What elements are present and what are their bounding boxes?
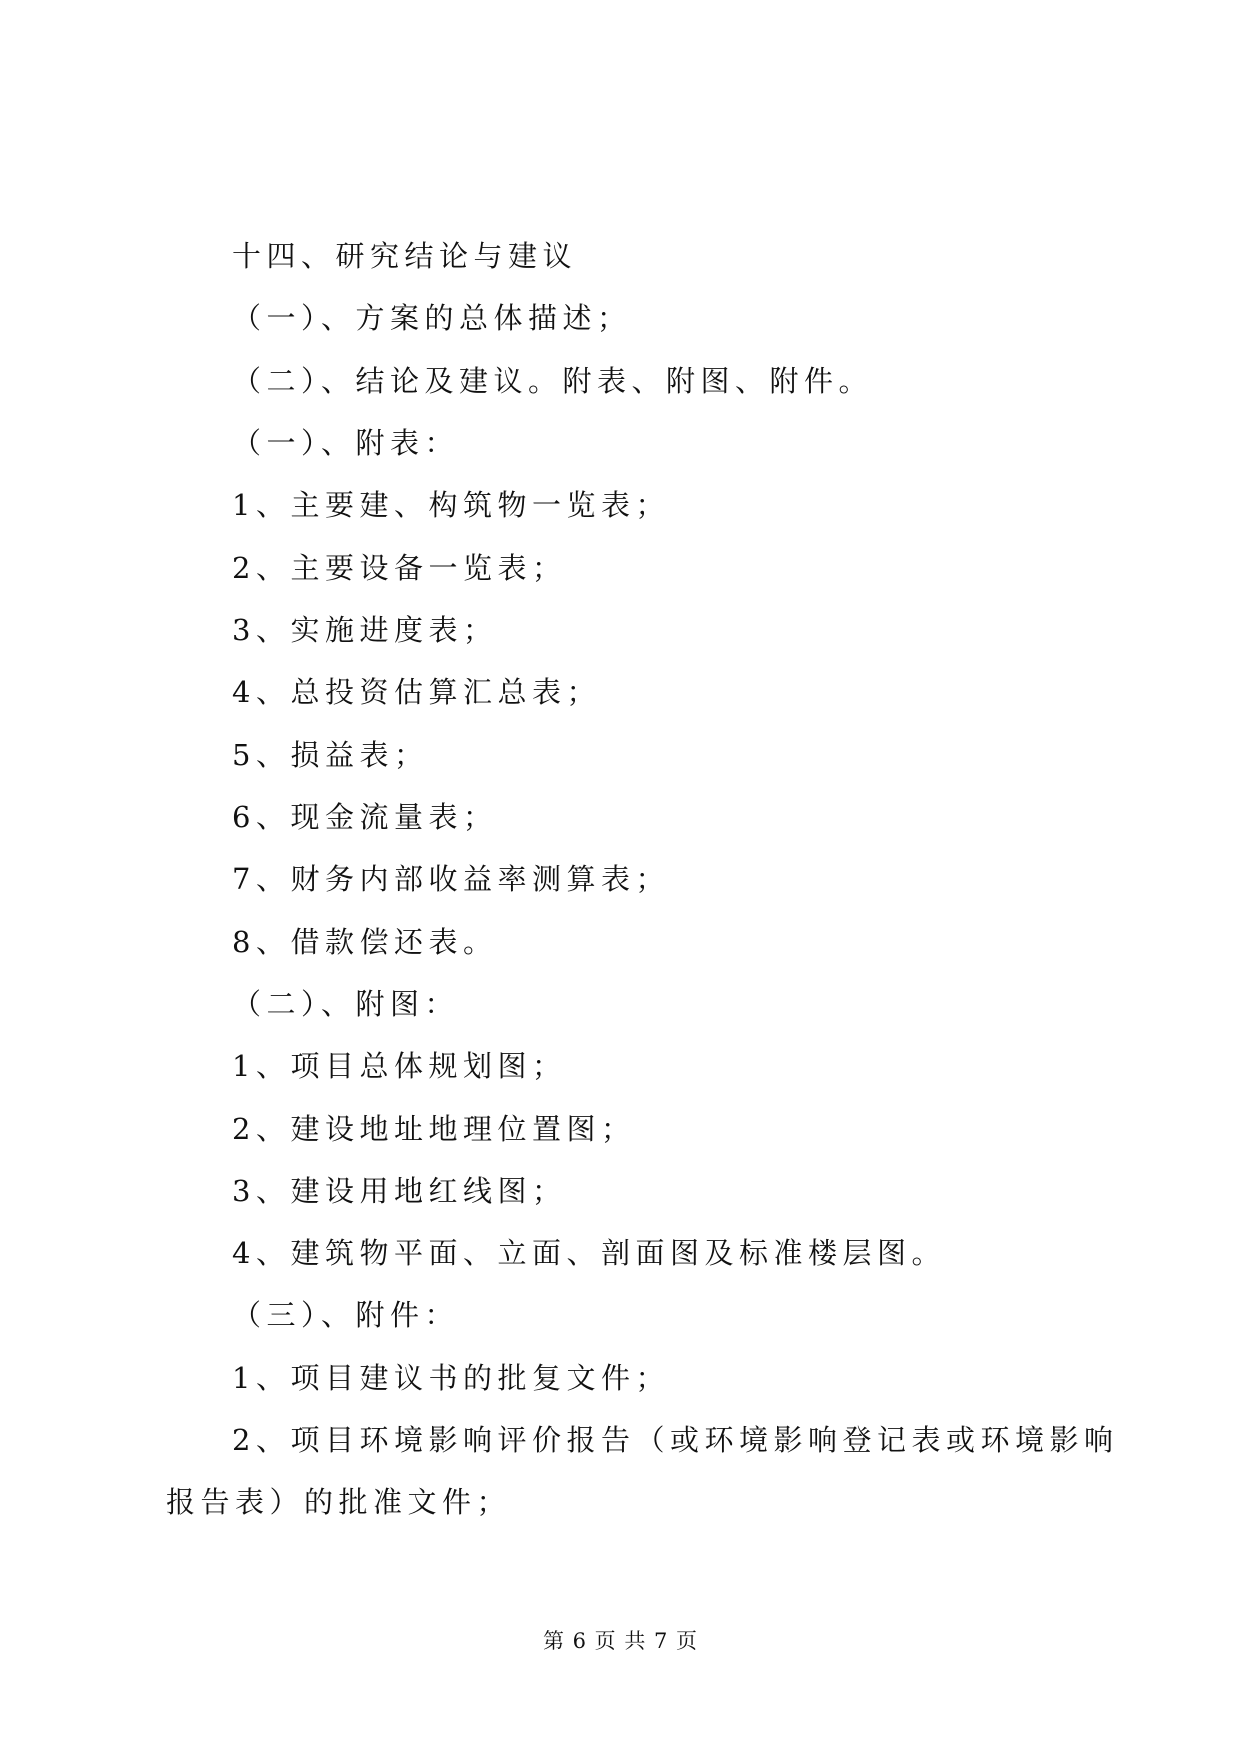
list-item: 1、项目总体规划图；	[232, 1049, 567, 1083]
subsection-heading-attached-tables: （一）、附表：	[232, 426, 460, 460]
list-item: 2、项目环境影响评价报告（或环境影响登记表或环境影响	[232, 1423, 1119, 1457]
list-item: 8、借款偿还表。	[232, 925, 498, 959]
subsection-item: （一）、方案的总体描述；	[232, 301, 632, 335]
list-item: 2、主要设备一览表；	[232, 551, 567, 585]
list-item: 4、建筑物平面、立面、剖面图及标准楼层图。	[232, 1236, 946, 1270]
list-item: 6、现金流量表；	[232, 800, 498, 834]
list-item: 3、建设用地红线图；	[232, 1174, 567, 1208]
list-item: 2、建设地址地理位置图；	[232, 1112, 636, 1146]
page-number-footer: 第 6 页 共 7 页	[542, 1629, 699, 1653]
list-item: 4、总投资估算汇总表；	[232, 675, 601, 709]
list-item: 1、主要建、构筑物一览表；	[232, 488, 670, 522]
list-item: 7、财务内部收益率测算表；	[232, 862, 670, 896]
subsection-heading-attached-drawings: （二）、附图：	[232, 987, 460, 1021]
subsection-heading-attachments: （三）、附件：	[232, 1298, 460, 1332]
list-item: 1、项目建议书的批复文件；	[232, 1361, 670, 1395]
list-item-continuation: 报告表）的批准文件；	[166, 1485, 512, 1519]
section-heading: 十四、研究结论与建议	[232, 239, 578, 273]
subsection-item: （二）、结论及建议。附表、附图、附件。	[232, 364, 874, 398]
list-item: 3、实施进度表；	[232, 613, 498, 647]
list-item: 5、损益表；	[232, 738, 429, 772]
